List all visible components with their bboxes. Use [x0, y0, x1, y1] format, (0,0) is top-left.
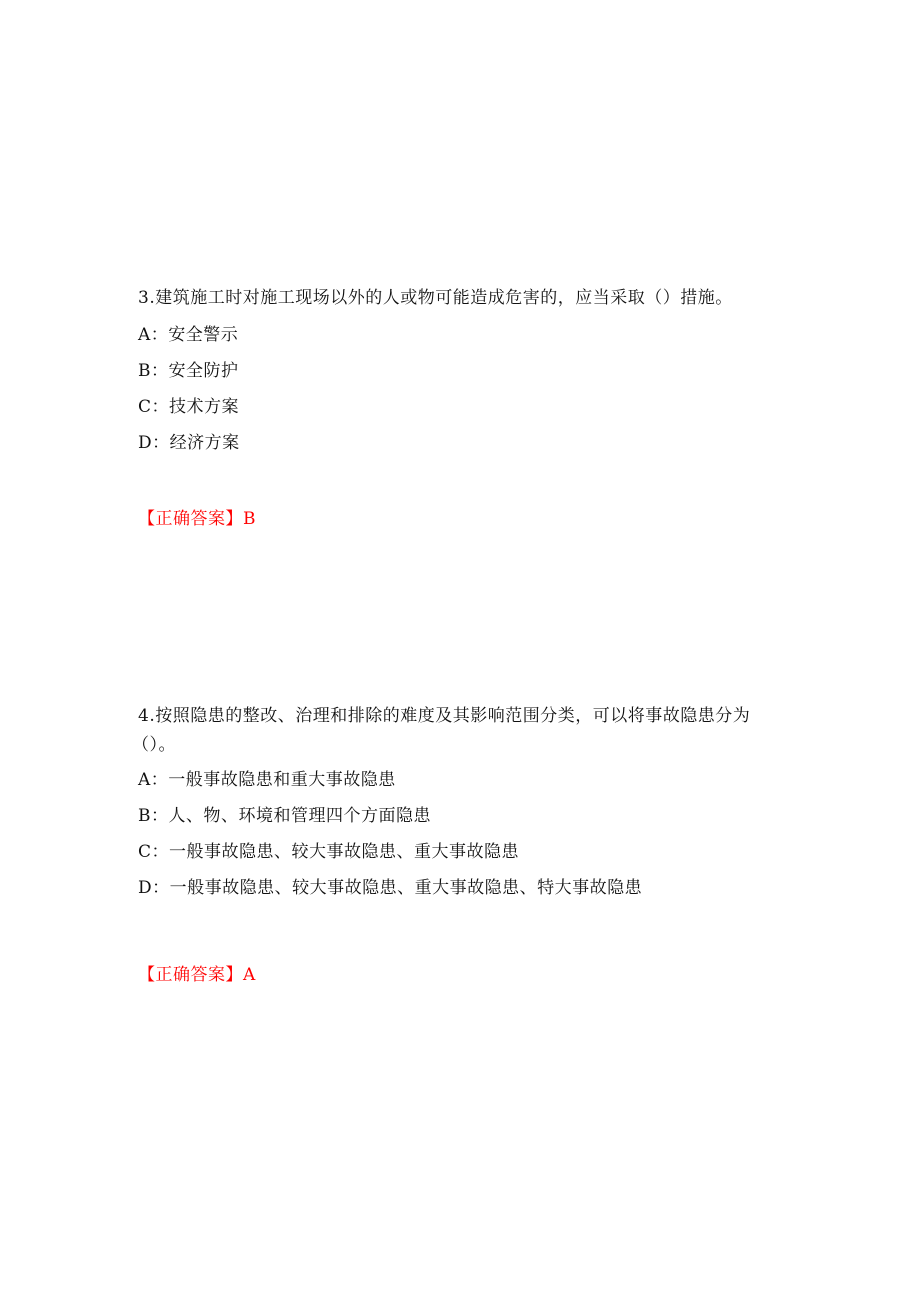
question-4-stem-line1: 4.按照隐患的整改、治理和排除的难度及其影响范围分类，可以将事故隐患分为: [138, 706, 751, 726]
option-c: C：技术方案: [138, 397, 240, 417]
question-3-answer: 【正确答案】B: [138, 509, 256, 529]
question-4-answer: 【正确答案】A: [138, 965, 256, 985]
option-d: D：经济方案: [138, 433, 240, 453]
option-c: C：一般事故隐患、较大事故隐患、重大事故隐患: [138, 842, 520, 862]
option-b: B：人、物、环境和管理四个方面隐患: [138, 806, 431, 826]
question-4-options: [138, 762, 798, 906]
option-d: D：一般事故隐患、较大事故隐患、重大事故隐患、特大事故隐患: [138, 878, 643, 898]
question-4: [132, 702, 798, 906]
option-a: A：安全警示: [138, 325, 239, 345]
question-3: [138, 284, 798, 461]
question-3-options: [138, 317, 798, 461]
option-a: A：一般事故隐患和重大事故隐患: [138, 770, 396, 790]
question-3-stem: 3.建筑施工时对施工现场以外的人或物可能造成危害的，应当采取（）措施。: [138, 288, 733, 308]
option-b: B：安全防护: [138, 361, 239, 381]
question-4-stem-line2: （）。: [132, 735, 176, 755]
